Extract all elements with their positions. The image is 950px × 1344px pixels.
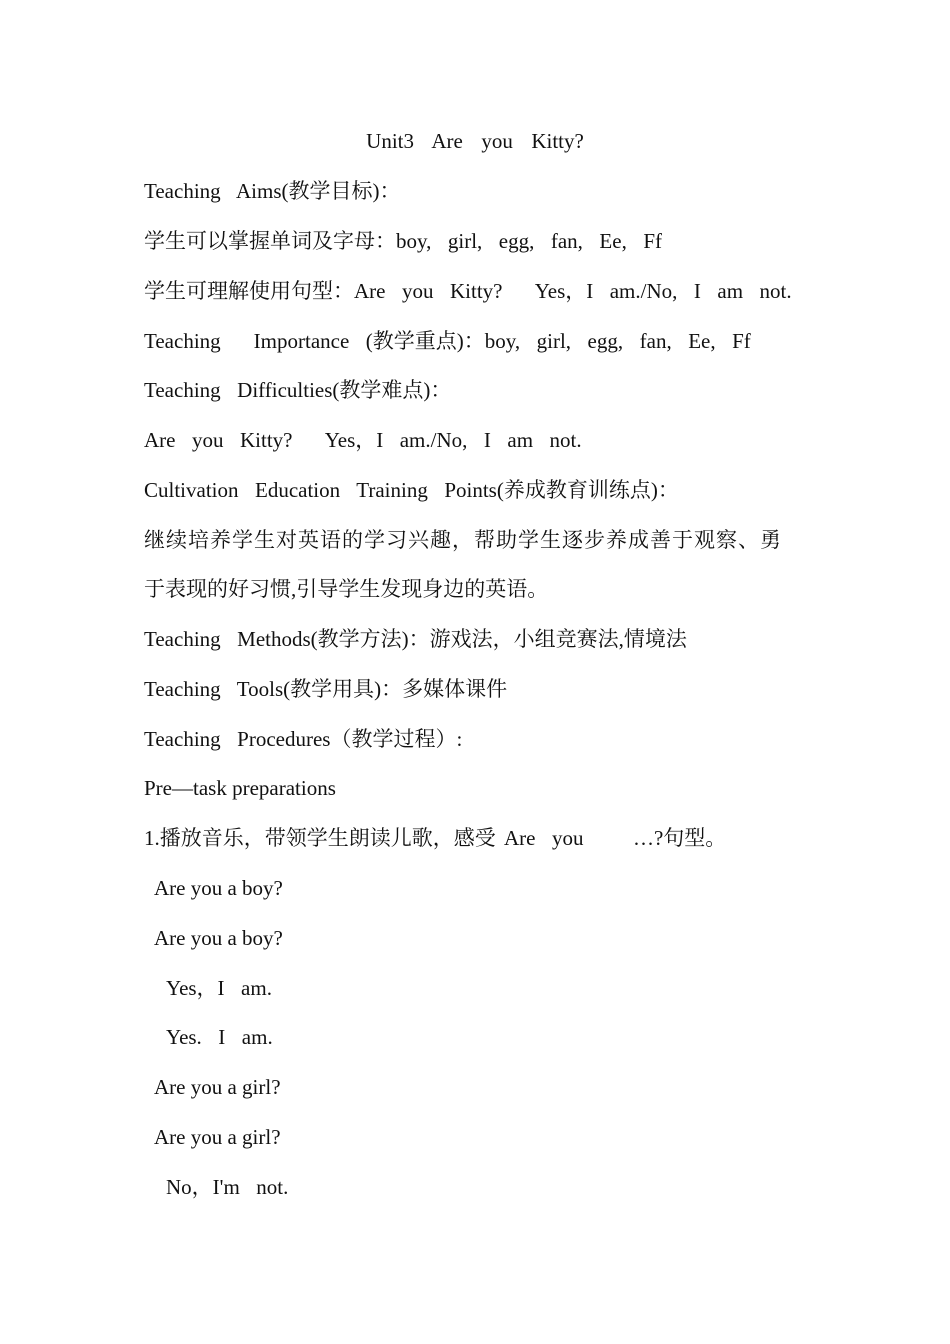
chant-line: Are you a boy? <box>154 876 283 900</box>
teaching-tools: Teaching Tools(教学用具)：多媒体课件 <box>144 677 508 701</box>
cultivation-heading: Cultivation Education Training Points(养成教育训练点)： <box>144 478 679 502</box>
teaching-methods: Teaching Methods(教学方法)：游戏法，小组竞赛法,情境法 <box>144 627 687 651</box>
teaching-procedures: Teaching Procedures（教学过程）: <box>144 727 463 751</box>
aim-sentence-pattern: 学生可理解使用句型：Are you Kitty? Yes，I am./No, I am not. <box>144 279 792 303</box>
pre-task-heading: Pre—task preparations <box>144 776 336 800</box>
teaching-importance: Teaching Importance (教学重点)：boy, girl, egg, fan, Ee, Ff <box>144 329 751 353</box>
aim-vocabulary: 学生可以掌握单词及字母：boy, girl, egg, fan, Ee, Ff <box>144 229 663 253</box>
difficulties-text: Are you Kitty? Yes，I am./No, I am not. <box>144 428 582 452</box>
cultivation-text-line-1: 继续培养学生对英语的学习兴趣，帮助学生逐步养成善于观察、勇 <box>144 528 782 552</box>
chant-line: Yes，I am. <box>166 976 272 1000</box>
aims-heading: Teaching Aims(教学目标)： <box>144 179 401 203</box>
difficulties-heading: Teaching Difficulties(教学难点)： <box>144 378 452 402</box>
chant-line: Yes. I am. <box>166 1025 273 1049</box>
chant-line: Are you a girl? <box>154 1075 281 1099</box>
chant-line: Are you a girl? <box>154 1125 281 1149</box>
document-title: Unit3 Are you Kitty? <box>366 129 584 153</box>
cultivation-text-line-2: 于表现的好习惯,引导学生发现身边的英语。 <box>144 577 549 601</box>
chant-line: Are you a boy? <box>154 926 283 950</box>
procedure-step-1: 1.播放音乐，带领学生朗读儿歌，感受 Are you …?句型。 <box>144 826 727 850</box>
chant-line: No，I'm not. <box>166 1175 289 1199</box>
